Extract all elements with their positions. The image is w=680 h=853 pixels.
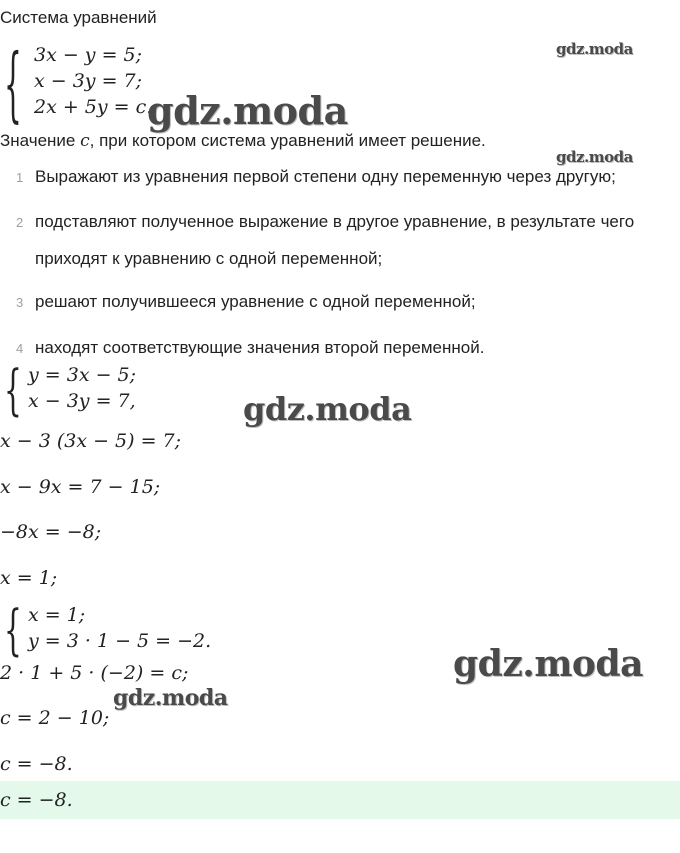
equation-system-3 [4,598,264,663]
watermark: gdz.moda [113,685,228,711]
system-line: y = 3 · 1 − 5 = −2. [28,630,212,652]
watermark: gdz.moda [556,40,633,58]
watermark: gdz.moda [147,88,348,133]
brace-icon: { [4,36,22,132]
watermark: gdz.moda [453,643,643,685]
equation-line: c = −8. [0,753,73,775]
equation-line: 2 · 1 + 5 · (−2) = c; [0,662,189,684]
brace-icon: { [4,358,22,423]
system-line: x = 1; [28,604,86,626]
equation-system-2 [4,358,204,423]
condition-text: Значение c, при котором система уравнений имеет решение. [0,131,486,151]
step-text: подставляют полученное выражение в другое уравнение, в результате чего приходят к уравнению с одной переменной; [35,212,635,268]
watermark: gdz.moda [243,390,412,428]
page-title: Система уравнений [0,8,157,27]
system-line: 3x − y = 5; [34,44,143,66]
equation-line: −8x = −8; [0,521,102,543]
equation-line: x − 9x = 7 − 15; [0,476,161,498]
system-line: y = 3x − 5; [28,364,137,386]
brace-icon: { [4,598,22,663]
watermark: gdz.moda [556,148,633,166]
step-text: решают получившееся уравнение с одной переменной; [35,292,476,311]
step-text: Выражают из уравнения первой степени одну переменную через другую; [35,167,616,186]
equation-line: x = 1; [0,567,58,589]
step-number: 2 [16,215,24,230]
system-line: 2x + 5y = c. [34,96,153,118]
answer-text: c = −8. [0,789,73,811]
step-number: 3 [16,295,24,310]
equation-line: c = 2 − 10; [0,707,110,729]
answer-box [0,781,680,819]
step-text: находят соответствующие значения второй переменной. [35,338,485,357]
system-line: x − 3y = 7, [28,390,136,412]
equation-line: x − 3 (3x − 5) = 7; [0,430,182,452]
system-line: x − 3y = 7; [34,70,143,92]
step-number: 4 [16,341,24,356]
step-number: 1 [16,170,24,185]
